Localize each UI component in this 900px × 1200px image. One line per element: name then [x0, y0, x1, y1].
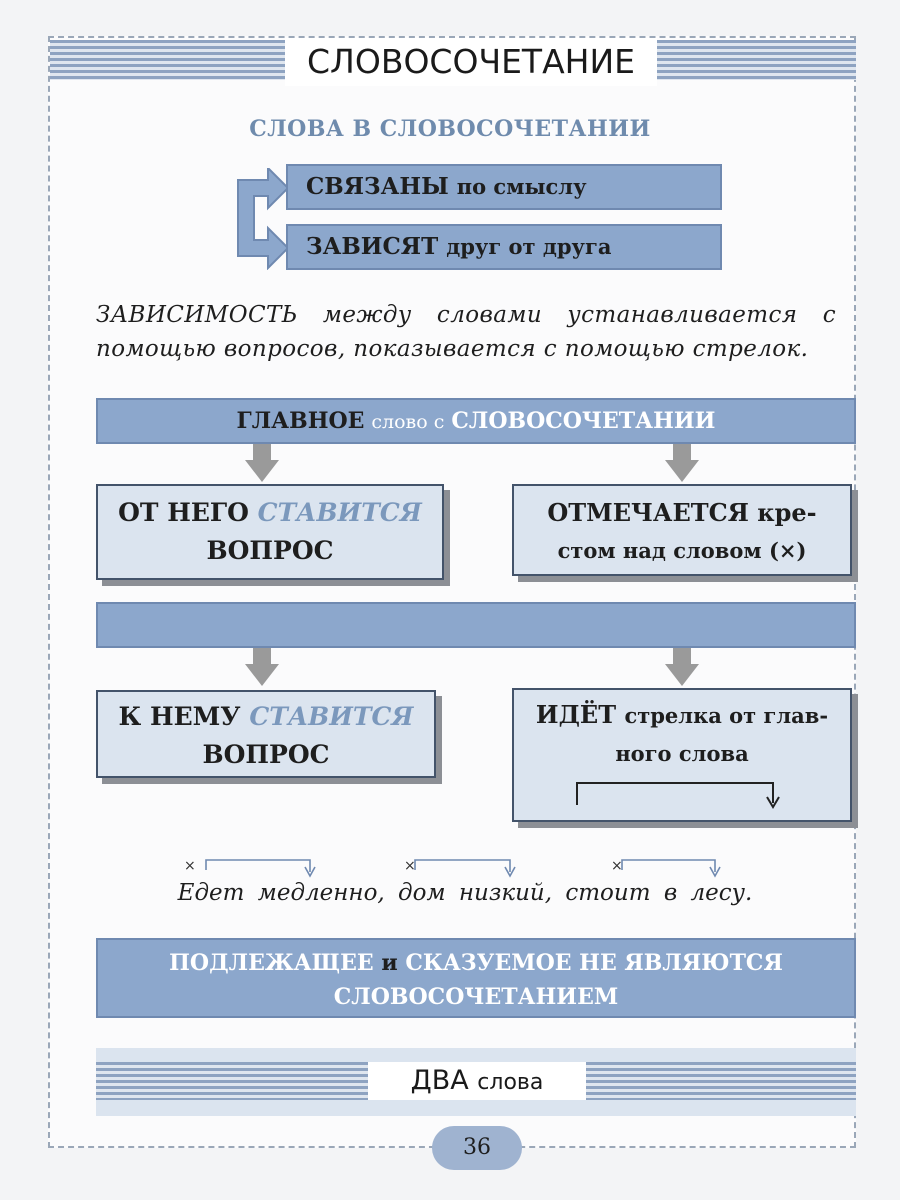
dep-left-box — [96, 690, 436, 778]
main-left-l1a: ОТ НЕГО — [118, 498, 249, 527]
arrow-down-icon — [665, 460, 699, 482]
main-right-l1: ОТМЕЧАЕТСЯ кре- — [547, 498, 817, 527]
footer-banner-text — [368, 1062, 586, 1100]
depend-bold: ЗАВИСЯТ — [306, 233, 439, 260]
main-left-box — [96, 484, 444, 580]
dep-left-l1a: К НЕМУ — [118, 702, 241, 731]
arrow-down-icon — [245, 460, 279, 482]
page-title: СЛОВОСОЧЕТАНИЕ — [285, 38, 657, 86]
paragraph-text: между словами устанавливается с помощью вопросов, показывается с помощью стрелок. — [96, 302, 836, 362]
page-number: 36 — [432, 1126, 522, 1170]
main-bar-part2: слово с — [371, 411, 445, 433]
cross-mark: × — [404, 858, 416, 874]
dep-right-l1b: стрелка от глав- — [624, 703, 829, 728]
dependency-paragraph — [96, 298, 836, 366]
main-bar-part1: ГЛАВНОЕ — [236, 408, 365, 434]
dependent-word-bar — [96, 602, 856, 648]
dep-right-box — [512, 688, 852, 822]
note-l1b: и — [381, 950, 398, 976]
cross-mark: × — [611, 858, 623, 874]
linked-bold: СВЯЗАНЫ — [306, 173, 449, 200]
arrow-down-icon — [245, 664, 279, 686]
dep-left-l1b: СТАВИТСЯ — [249, 702, 414, 731]
dep-right-l2: ного слова — [615, 741, 749, 766]
main-word-bar — [96, 398, 856, 444]
cross-mark: × — [184, 858, 196, 874]
note-bar — [96, 938, 856, 1018]
section-subheading: СЛОВА В СЛОВОСОЧЕТАНИИ — [249, 116, 651, 142]
paragraph-bold: ЗАВИСИМОСТЬ — [96, 302, 298, 328]
footer-bold: ДВА — [410, 1065, 469, 1096]
footer-rest: слова — [477, 1070, 544, 1095]
dependency-arrow-icon — [567, 775, 797, 809]
depend-box — [286, 224, 722, 270]
dep-right-l1a: ИДЁТ — [535, 700, 617, 729]
main-right-box — [512, 484, 852, 576]
arrow-down-icon — [665, 664, 699, 686]
bracket-arrows-icon — [228, 168, 290, 270]
main-right-l2: стом над словом (×) — [557, 538, 807, 563]
main-left-l1b: СТАВИТСЯ — [257, 498, 422, 527]
linked-box — [286, 164, 722, 210]
note-l2: СЛОВОСОЧЕТАНИЕМ — [333, 984, 619, 1010]
main-bar-part3: СЛОВОСОЧЕТАНИИ — [451, 408, 716, 434]
dep-left-l2: ВОПРОС — [202, 740, 330, 769]
linked-rest: по смыслу — [456, 174, 587, 199]
note-l1c: СКАЗУЕМОЕ НЕ ЯВЛЯЮТСЯ — [405, 950, 783, 976]
depend-rest: друг от друга — [446, 234, 612, 259]
note-l1a: ПОДЛЕЖАЩЕЕ — [169, 950, 374, 976]
example-sentence: Едет медленно, дом низкий, стоит в лесу. — [177, 880, 753, 906]
main-left-l2: ВОПРОС — [206, 536, 334, 565]
